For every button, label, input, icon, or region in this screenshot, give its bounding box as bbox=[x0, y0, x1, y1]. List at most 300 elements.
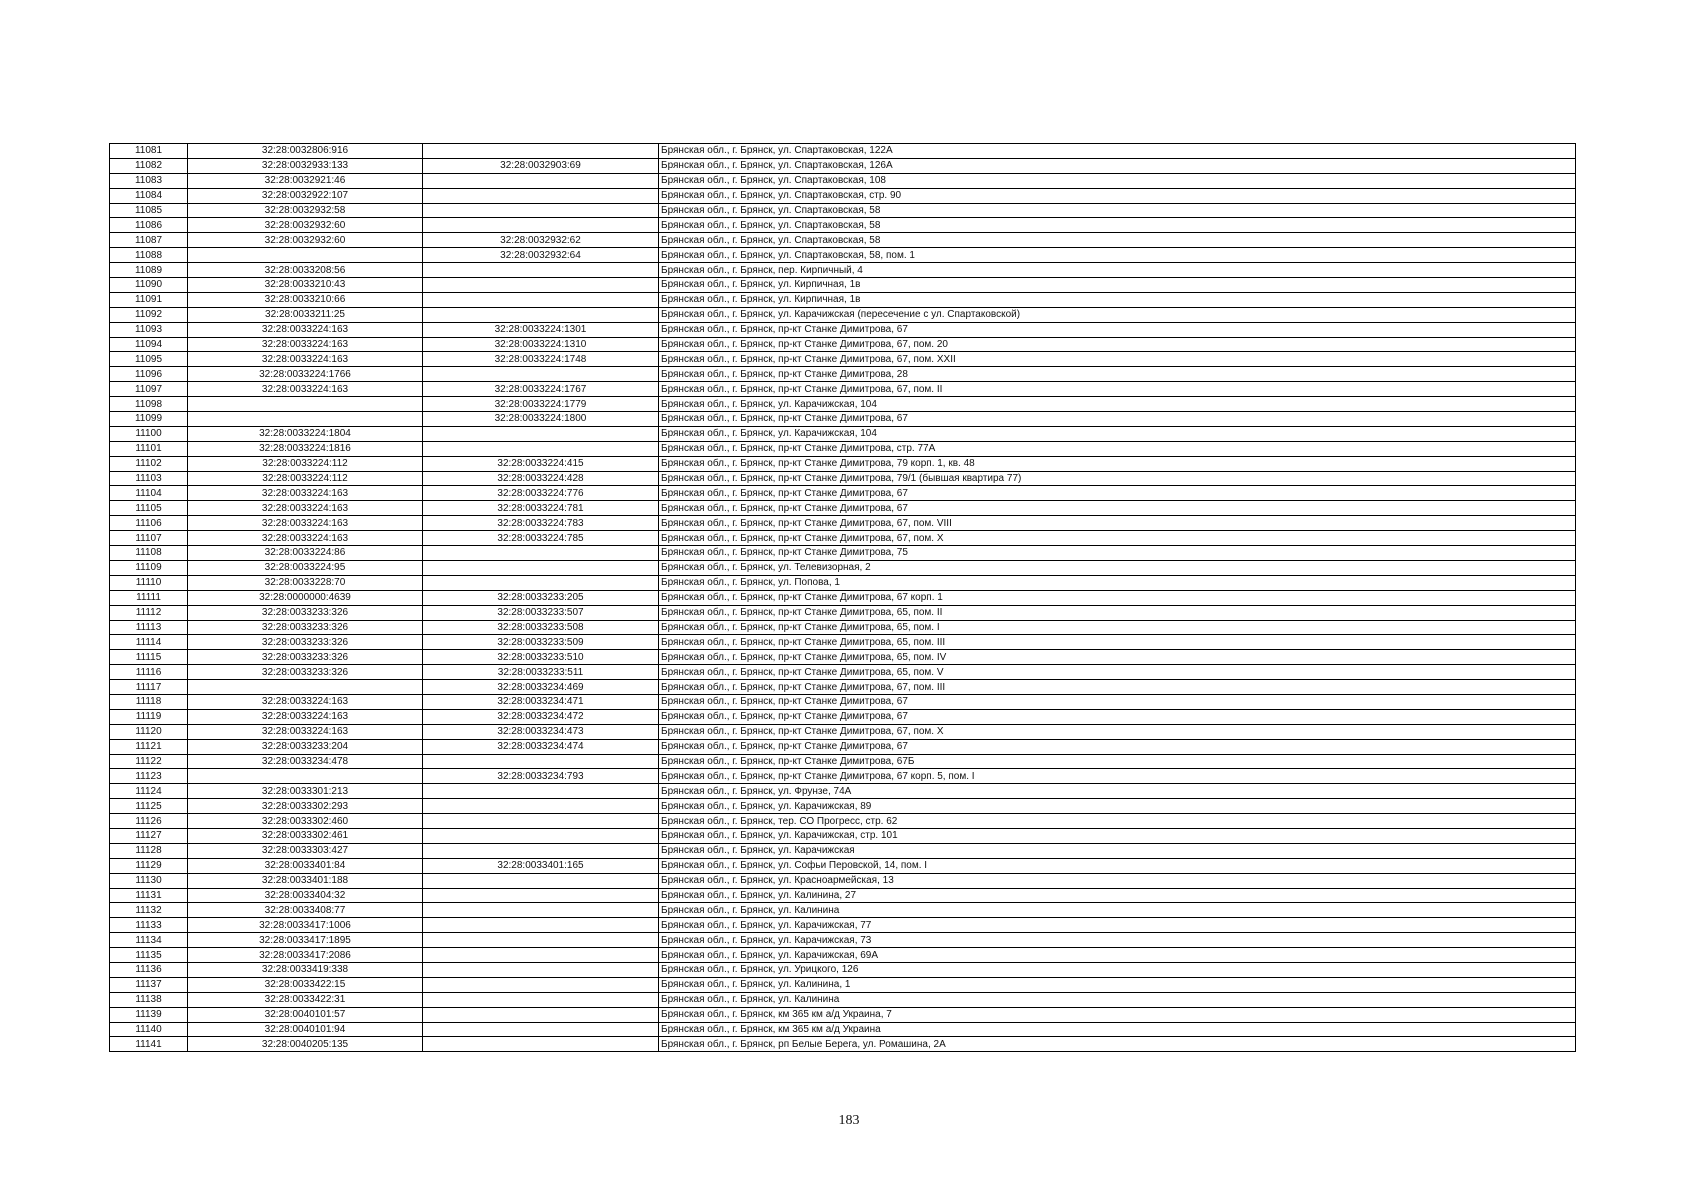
related-cadastral-number-cell bbox=[423, 992, 659, 1007]
address-cell: Брянская обл., г. Брянск, пр-кт Станке Димитрова, 79 корп. 1, кв. 48 bbox=[659, 456, 1576, 471]
related-cadastral-number-cell: 32:28:0033224:1779 bbox=[423, 397, 659, 412]
related-cadastral-number-cell: 32:28:0032932:62 bbox=[423, 233, 659, 248]
row-number-cell: 11109 bbox=[110, 560, 188, 575]
table-row bbox=[110, 337, 1576, 352]
table-row bbox=[110, 948, 1576, 963]
related-cadastral-number-cell bbox=[423, 1022, 659, 1037]
row-number-cell: 11101 bbox=[110, 441, 188, 456]
registry-table-body bbox=[110, 144, 1576, 1052]
row-number-cell: 11112 bbox=[110, 605, 188, 620]
cadastral-number-cell: 32:28:0033302:293 bbox=[188, 799, 423, 814]
table-row bbox=[110, 531, 1576, 546]
address-cell: Брянская обл., г. Брянск, ул. Спартаковская, стр. 90 bbox=[659, 188, 1576, 203]
row-number-cell: 11095 bbox=[110, 352, 188, 367]
cadastral-number-cell: 32:28:0033224:163 bbox=[188, 531, 423, 546]
address-cell: Брянская обл., г. Брянск, ул. Карачижская, 77 bbox=[659, 918, 1576, 933]
row-number-cell: 11118 bbox=[110, 694, 188, 709]
table-row bbox=[110, 203, 1576, 218]
cadastral-number-cell: 32:28:0033417:1006 bbox=[188, 918, 423, 933]
related-cadastral-number-cell bbox=[423, 903, 659, 918]
related-cadastral-number-cell bbox=[423, 575, 659, 590]
related-cadastral-number-cell bbox=[423, 873, 659, 888]
table-row bbox=[110, 322, 1576, 337]
address-cell: Брянская обл., г. Брянск, км 365 км а/д Украина, 7 bbox=[659, 1007, 1576, 1022]
row-number-cell: 11134 bbox=[110, 933, 188, 948]
table-row bbox=[110, 843, 1576, 858]
table-row bbox=[110, 635, 1576, 650]
address-cell: Брянская обл., г. Брянск, пр-кт Станке Димитрова, 67, пом. 20 bbox=[659, 337, 1576, 352]
related-cadastral-number-cell bbox=[423, 263, 659, 278]
table-row bbox=[110, 680, 1576, 695]
row-number-cell: 11139 bbox=[110, 1007, 188, 1022]
address-cell: Брянская обл., г. Брянск, пр-кт Станке Димитрова, 28 bbox=[659, 367, 1576, 382]
cadastral-number-cell: 32:28:0033401:188 bbox=[188, 873, 423, 888]
row-number-cell: 11123 bbox=[110, 769, 188, 784]
row-number-cell: 11140 bbox=[110, 1022, 188, 1037]
cadastral-number-cell: 32:28:0033211:25 bbox=[188, 307, 423, 322]
row-number-cell: 11105 bbox=[110, 501, 188, 516]
row-number-cell: 11110 bbox=[110, 575, 188, 590]
address-cell: Брянская обл., г. Брянск, пр-кт Станке Димитрова, 67 bbox=[659, 709, 1576, 724]
address-cell: Брянская обл., г. Брянск, ул. Калинина, 1 bbox=[659, 977, 1576, 992]
table-row bbox=[110, 1007, 1576, 1022]
cadastral-number-cell: 32:28:0033224:163 bbox=[188, 486, 423, 501]
related-cadastral-number-cell bbox=[423, 144, 659, 159]
table-row bbox=[110, 799, 1576, 814]
row-number-cell: 11103 bbox=[110, 471, 188, 486]
table-row bbox=[110, 471, 1576, 486]
row-number-cell: 11129 bbox=[110, 858, 188, 873]
row-number-cell: 11116 bbox=[110, 665, 188, 680]
address-cell: Брянская обл., г. Брянск, пр-кт Станке Димитрова, 65, пом. III bbox=[659, 635, 1576, 650]
related-cadastral-number-cell: 32:28:0033234:471 bbox=[423, 694, 659, 709]
table-row bbox=[110, 992, 1576, 1007]
table-row bbox=[110, 307, 1576, 322]
address-cell: Брянская обл., г. Брянск, ул. Попова, 1 bbox=[659, 575, 1576, 590]
address-cell: Брянская обл., г. Брянск, км 365 км а/д Украина bbox=[659, 1022, 1576, 1037]
address-cell: Брянская обл., г. Брянск, пр-кт Станке Димитрова, 65, пом. I bbox=[659, 620, 1576, 635]
address-cell: Брянская обл., г. Брянск, пр-кт Станке Димитрова, 67, пом. II bbox=[659, 382, 1576, 397]
address-cell: Брянская обл., г. Брянск, ул. Карачижская, 104 bbox=[659, 426, 1576, 441]
cadastral-number-cell: 32:28:0033417:2086 bbox=[188, 948, 423, 963]
address-cell: Брянская обл., г. Брянск, ул. Калинина, 27 bbox=[659, 888, 1576, 903]
row-number-cell: 11137 bbox=[110, 977, 188, 992]
cadastral-number-cell: 32:28:0032922:107 bbox=[188, 188, 423, 203]
table-row bbox=[110, 903, 1576, 918]
table-row bbox=[110, 918, 1576, 933]
row-number-cell: 11102 bbox=[110, 456, 188, 471]
address-cell: Брянская обл., г. Брянск, пр-кт Станке Димитрова, 67 корп. 5, пом. I bbox=[659, 769, 1576, 784]
address-cell: Брянская обл., г. Брянск, пр-кт Станке Димитрова, 67 bbox=[659, 501, 1576, 516]
row-number-cell: 11082 bbox=[110, 158, 188, 173]
cadastral-number-cell: 32:28:0033224:163 bbox=[188, 694, 423, 709]
address-cell: Брянская обл., г. Брянск, пер. Кирпичный, 4 bbox=[659, 263, 1576, 278]
related-cadastral-number-cell: 32:28:0033224:1748 bbox=[423, 352, 659, 367]
table-row bbox=[110, 873, 1576, 888]
row-number-cell: 11115 bbox=[110, 650, 188, 665]
address-cell: Брянская обл., г. Брянск, ул. Карачижская, 73 bbox=[659, 933, 1576, 948]
row-number-cell: 11088 bbox=[110, 248, 188, 263]
address-cell: Брянская обл., г. Брянск, ул. Карачижская, 69А bbox=[659, 948, 1576, 963]
table-row bbox=[110, 144, 1576, 159]
address-cell: Брянская обл., г. Брянск, ул. Карачижская (пересечение с ул. Спартаковской) bbox=[659, 307, 1576, 322]
row-number-cell: 11087 bbox=[110, 233, 188, 248]
cadastral-number-cell: 32:28:0033224:1766 bbox=[188, 367, 423, 382]
cadastral-number-cell: 32:28:0033224:163 bbox=[188, 724, 423, 739]
row-number-cell: 11099 bbox=[110, 412, 188, 427]
row-number-cell: 11133 bbox=[110, 918, 188, 933]
row-number-cell: 11084 bbox=[110, 188, 188, 203]
related-cadastral-number-cell: 32:28:0033224:415 bbox=[423, 456, 659, 471]
table-row bbox=[110, 501, 1576, 516]
cadastral-number-cell: 32:28:0033302:460 bbox=[188, 814, 423, 829]
related-cadastral-number-cell: 32:28:0032903:69 bbox=[423, 158, 659, 173]
row-number-cell: 11117 bbox=[110, 680, 188, 695]
table-row bbox=[110, 233, 1576, 248]
related-cadastral-number-cell: 32:28:0033233:508 bbox=[423, 620, 659, 635]
related-cadastral-number-cell bbox=[423, 426, 659, 441]
address-cell: Брянская обл., г. Брянск, пр-кт Станке Димитрова, 65, пом. II bbox=[659, 605, 1576, 620]
related-cadastral-number-cell: 32:28:0033224:776 bbox=[423, 486, 659, 501]
row-number-cell: 11104 bbox=[110, 486, 188, 501]
related-cadastral-number-cell: 32:28:0033224:428 bbox=[423, 471, 659, 486]
address-cell: Брянская обл., г. Брянск, пр-кт Станке Димитрова, 67 bbox=[659, 486, 1576, 501]
address-cell: Брянская обл., г. Брянск, пр-кт Станке Димитрова, 67 bbox=[659, 694, 1576, 709]
address-cell: Брянская обл., г. Брянск, ул. Калинина bbox=[659, 992, 1576, 1007]
address-cell: Брянская обл., г. Брянск, пр-кт Станке Димитрова, 79/1 (бывшая квартира 77) bbox=[659, 471, 1576, 486]
cadastral-number-cell: 32:28:0033210:66 bbox=[188, 292, 423, 307]
row-number-cell: 11136 bbox=[110, 962, 188, 977]
row-number-cell: 11114 bbox=[110, 635, 188, 650]
row-number-cell: 11131 bbox=[110, 888, 188, 903]
address-cell: Брянская обл., г. Брянск, пр-кт Станке Димитрова, стр. 77А bbox=[659, 441, 1576, 456]
related-cadastral-number-cell bbox=[423, 918, 659, 933]
related-cadastral-number-cell: 32:28:0033234:793 bbox=[423, 769, 659, 784]
related-cadastral-number-cell bbox=[423, 441, 659, 456]
related-cadastral-number-cell: 32:28:0033234:474 bbox=[423, 739, 659, 754]
related-cadastral-number-cell bbox=[423, 814, 659, 829]
table-row bbox=[110, 784, 1576, 799]
row-number-cell: 11124 bbox=[110, 784, 188, 799]
table-row bbox=[110, 650, 1576, 665]
cadastral-number-cell: 32:28:0033303:427 bbox=[188, 843, 423, 858]
cadastral-number-cell: 32:28:0032921:46 bbox=[188, 173, 423, 188]
row-number-cell: 11089 bbox=[110, 263, 188, 278]
related-cadastral-number-cell bbox=[423, 218, 659, 233]
cadastral-number-cell: 32:28:0033422:15 bbox=[188, 977, 423, 992]
cadastral-number-cell: 32:28:0033417:1895 bbox=[188, 933, 423, 948]
table-row bbox=[110, 739, 1576, 754]
related-cadastral-number-cell: 32:28:0033234:469 bbox=[423, 680, 659, 695]
related-cadastral-number-cell bbox=[423, 977, 659, 992]
address-cell: Брянская обл., г. Брянск, пр-кт Станке Димитрова, 67Б bbox=[659, 754, 1576, 769]
related-cadastral-number-cell bbox=[423, 292, 659, 307]
row-number-cell: 11126 bbox=[110, 814, 188, 829]
row-number-cell: 11081 bbox=[110, 144, 188, 159]
cadastral-number-cell: 32:28:0032806:916 bbox=[188, 144, 423, 159]
related-cadastral-number-cell bbox=[423, 784, 659, 799]
row-number-cell: 11122 bbox=[110, 754, 188, 769]
address-cell: Брянская обл., г. Брянск, ул. Фрунзе, 74А bbox=[659, 784, 1576, 799]
cadastral-number-cell: 32:28:0033233:326 bbox=[188, 665, 423, 680]
table-row bbox=[110, 709, 1576, 724]
address-cell: Брянская обл., г. Брянск, ул. Софьи Перовской, 14, пом. I bbox=[659, 858, 1576, 873]
related-cadastral-number-cell bbox=[423, 754, 659, 769]
row-number-cell: 11132 bbox=[110, 903, 188, 918]
table-row bbox=[110, 1037, 1576, 1052]
cadastral-number-cell: 32:28:0033224:95 bbox=[188, 560, 423, 575]
address-cell: Брянская обл., г. Брянск, ул. Карачижская, 89 bbox=[659, 799, 1576, 814]
address-cell: Брянская обл., г. Брянск, ул. Карачижская, стр. 101 bbox=[659, 828, 1576, 843]
cadastral-number-cell: 32:28:0032933:133 bbox=[188, 158, 423, 173]
cadastral-number-cell: 32:28:0033224:163 bbox=[188, 516, 423, 531]
related-cadastral-number-cell: 32:28:0033224:1767 bbox=[423, 382, 659, 397]
page-number: 183 bbox=[838, 1113, 860, 1128]
related-cadastral-number-cell bbox=[423, 278, 659, 293]
related-cadastral-number-cell bbox=[423, 173, 659, 188]
cadastral-number-cell: 32:28:0032932:58 bbox=[188, 203, 423, 218]
cadastral-number-cell: 32:28:0033301:213 bbox=[188, 784, 423, 799]
related-cadastral-number-cell: 32:28:0033233:511 bbox=[423, 665, 659, 680]
table-row bbox=[110, 263, 1576, 278]
cadastral-number-cell: 32:28:0033404:32 bbox=[188, 888, 423, 903]
address-cell: Брянская обл., г. Брянск, ул. Спартаковская, 58, пом. 1 bbox=[659, 248, 1576, 263]
cadastral-number-cell: 32:28:0033233:326 bbox=[188, 635, 423, 650]
row-number-cell: 11130 bbox=[110, 873, 188, 888]
cadastral-number-cell: 32:28:0033408:77 bbox=[188, 903, 423, 918]
row-number-cell: 11091 bbox=[110, 292, 188, 307]
cadastral-number-cell: 32:28:0040205:135 bbox=[188, 1037, 423, 1052]
cadastral-number-cell: 32:28:0033233:204 bbox=[188, 739, 423, 754]
table-row bbox=[110, 560, 1576, 575]
table-row bbox=[110, 605, 1576, 620]
related-cadastral-number-cell: 32:28:0033233:510 bbox=[423, 650, 659, 665]
related-cadastral-number-cell: 32:28:0033224:1800 bbox=[423, 412, 659, 427]
row-number-cell: 11086 bbox=[110, 218, 188, 233]
cadastral-number-cell: 32:28:0033233:326 bbox=[188, 650, 423, 665]
table-row bbox=[110, 248, 1576, 263]
row-number-cell: 11108 bbox=[110, 546, 188, 561]
cadastral-number-cell: 32:28:0040101:94 bbox=[188, 1022, 423, 1037]
row-number-cell: 11092 bbox=[110, 307, 188, 322]
address-cell: Брянская обл., г. Брянск, ул. Телевизорная, 2 bbox=[659, 560, 1576, 575]
table-row bbox=[110, 292, 1576, 307]
table-row bbox=[110, 575, 1576, 590]
related-cadastral-number-cell bbox=[423, 888, 659, 903]
address-cell: Брянская обл., г. Брянск, пр-кт Станке Димитрова, 67 bbox=[659, 412, 1576, 427]
related-cadastral-number-cell: 32:28:0033234:472 bbox=[423, 709, 659, 724]
row-number-cell: 11100 bbox=[110, 426, 188, 441]
cadastral-number-cell: 32:28:0033224:163 bbox=[188, 322, 423, 337]
cadastral-number-cell bbox=[188, 248, 423, 263]
table-row bbox=[110, 814, 1576, 829]
row-number-cell: 11135 bbox=[110, 948, 188, 963]
related-cadastral-number-cell: 32:28:0033401:165 bbox=[423, 858, 659, 873]
table-row bbox=[110, 665, 1576, 680]
address-cell: Брянская обл., г. Брянск, ул. Спартаковская, 58 bbox=[659, 203, 1576, 218]
related-cadastral-number-cell bbox=[423, 933, 659, 948]
address-cell: Брянская обл., г. Брянск, рп Белые Берега, ул. Ромашина, 2А bbox=[659, 1037, 1576, 1052]
address-cell: Брянская обл., г. Брянск, ул. Кирпичная, 1в bbox=[659, 292, 1576, 307]
row-number-cell: 11093 bbox=[110, 322, 188, 337]
table-row bbox=[110, 858, 1576, 873]
table-row bbox=[110, 426, 1576, 441]
row-number-cell: 11085 bbox=[110, 203, 188, 218]
table-row bbox=[110, 546, 1576, 561]
table-row bbox=[110, 620, 1576, 635]
related-cadastral-number-cell bbox=[423, 799, 659, 814]
address-cell: Брянская обл., г. Брянск, пр-кт Станке Димитрова, 65, пом. V bbox=[659, 665, 1576, 680]
table-row bbox=[110, 888, 1576, 903]
row-number-cell: 11094 bbox=[110, 337, 188, 352]
table-row bbox=[110, 188, 1576, 203]
cadastral-number-cell: 32:28:0033419:338 bbox=[188, 962, 423, 977]
table-row bbox=[110, 694, 1576, 709]
address-cell: Брянская обл., г. Брянск, пр-кт Станке Димитрова, 67, пом. VIII bbox=[659, 516, 1576, 531]
address-cell: Брянская обл., г. Брянск, ул. Карачижская, 104 bbox=[659, 397, 1576, 412]
table-row bbox=[110, 173, 1576, 188]
related-cadastral-number-cell bbox=[423, 546, 659, 561]
table-row bbox=[110, 397, 1576, 412]
table-row bbox=[110, 486, 1576, 501]
cadastral-number-cell: 32:28:0032932:60 bbox=[188, 218, 423, 233]
row-number-cell: 11127 bbox=[110, 828, 188, 843]
table-row bbox=[110, 278, 1576, 293]
row-number-cell: 11098 bbox=[110, 397, 188, 412]
table-row bbox=[110, 352, 1576, 367]
related-cadastral-number-cell: 32:28:0033224:1301 bbox=[423, 322, 659, 337]
table-row bbox=[110, 828, 1576, 843]
cadastral-number-cell: 32:28:0033228:70 bbox=[188, 575, 423, 590]
table-row bbox=[110, 933, 1576, 948]
cadastral-number-cell bbox=[188, 680, 423, 695]
address-cell: Брянская обл., г. Брянск, пр-кт Станке Димитрова, 67, пом. X bbox=[659, 531, 1576, 546]
cadastral-number-cell: 32:28:0033224:1804 bbox=[188, 426, 423, 441]
cadastral-number-cell: 32:28:0033224:1816 bbox=[188, 441, 423, 456]
related-cadastral-number-cell: 32:28:0033224:1310 bbox=[423, 337, 659, 352]
cadastral-number-cell: 32:28:0032932:60 bbox=[188, 233, 423, 248]
address-cell: Брянская обл., г. Брянск, пр-кт Станке Димитрова, 67, пом. XXII bbox=[659, 352, 1576, 367]
address-cell: Брянская обл., г. Брянск, ул. Спартаковская, 108 bbox=[659, 173, 1576, 188]
row-number-cell: 11119 bbox=[110, 709, 188, 724]
table-row bbox=[110, 977, 1576, 992]
cadastral-number-cell: 32:28:0033233:326 bbox=[188, 605, 423, 620]
row-number-cell: 11097 bbox=[110, 382, 188, 397]
address-cell: Брянская обл., г. Брянск, пр-кт Станке Димитрова, 65, пом. IV bbox=[659, 650, 1576, 665]
related-cadastral-number-cell: 32:28:0033224:785 bbox=[423, 531, 659, 546]
address-cell: Брянская обл., г. Брянск, ул. Красноармейская, 13 bbox=[659, 873, 1576, 888]
cadastral-number-cell: 32:28:0033210:43 bbox=[188, 278, 423, 293]
cadastral-number-cell: 32:28:0033401:84 bbox=[188, 858, 423, 873]
cadastral-number-cell: 32:28:0033234:478 bbox=[188, 754, 423, 769]
related-cadastral-number-cell bbox=[423, 560, 659, 575]
address-cell: Брянская обл., г. Брянск, ул. Кирпичная, 1в bbox=[659, 278, 1576, 293]
table-row bbox=[110, 724, 1576, 739]
related-cadastral-number-cell bbox=[423, 948, 659, 963]
related-cadastral-number-cell: 32:28:0033233:509 bbox=[423, 635, 659, 650]
related-cadastral-number-cell bbox=[423, 188, 659, 203]
cadastral-number-cell: 32:28:0033224:86 bbox=[188, 546, 423, 561]
table-row bbox=[110, 769, 1576, 784]
cadastral-number-cell bbox=[188, 412, 423, 427]
address-cell: Брянская обл., г. Брянск, ул. Спартаковская, 58 bbox=[659, 233, 1576, 248]
table-row bbox=[110, 456, 1576, 471]
related-cadastral-number-cell: 32:28:0032932:64 bbox=[423, 248, 659, 263]
row-number-cell: 11138 bbox=[110, 992, 188, 1007]
table-row bbox=[110, 590, 1576, 605]
row-number-cell: 11128 bbox=[110, 843, 188, 858]
row-number-cell: 11113 bbox=[110, 620, 188, 635]
address-cell: Брянская обл., г. Брянск, ул. Спартаковская, 122А bbox=[659, 144, 1576, 159]
related-cadastral-number-cell bbox=[423, 1037, 659, 1052]
address-cell: Брянская обл., г. Брянск, пр-кт Станке Димитрова, 75 bbox=[659, 546, 1576, 561]
cadastral-number-cell: 32:28:0033302:461 bbox=[188, 828, 423, 843]
cadastral-number-cell: 32:28:0033224:163 bbox=[188, 382, 423, 397]
related-cadastral-number-cell bbox=[423, 307, 659, 322]
cadastral-number-cell: 32:28:0033208:56 bbox=[188, 263, 423, 278]
table-row bbox=[110, 1022, 1576, 1037]
related-cadastral-number-cell bbox=[423, 828, 659, 843]
table-row bbox=[110, 412, 1576, 427]
table-row bbox=[110, 441, 1576, 456]
cadastral-number-cell: 32:28:0033233:326 bbox=[188, 620, 423, 635]
address-cell: Брянская обл., г. Брянск, пр-кт Станке Димитрова, 67 bbox=[659, 739, 1576, 754]
address-cell: Брянская обл., г. Брянск, пр-кт Станке Димитрова, 67, пом. X bbox=[659, 724, 1576, 739]
related-cadastral-number-cell: 32:28:0033224:781 bbox=[423, 501, 659, 516]
table-row bbox=[110, 962, 1576, 977]
row-number-cell: 11096 bbox=[110, 367, 188, 382]
cadastral-number-cell: 32:28:0033422:31 bbox=[188, 992, 423, 1007]
address-cell: Брянская обл., г. Брянск, тер. СО Прогресс, стр. 62 bbox=[659, 814, 1576, 829]
row-number-cell: 11090 bbox=[110, 278, 188, 293]
row-number-cell: 11107 bbox=[110, 531, 188, 546]
row-number-cell: 11120 bbox=[110, 724, 188, 739]
cadastral-number-cell: 32:28:0033224:163 bbox=[188, 709, 423, 724]
row-number-cell: 11083 bbox=[110, 173, 188, 188]
related-cadastral-number-cell bbox=[423, 203, 659, 218]
row-number-cell: 11106 bbox=[110, 516, 188, 531]
related-cadastral-number-cell bbox=[423, 962, 659, 977]
table-row bbox=[110, 516, 1576, 531]
related-cadastral-number-cell bbox=[423, 843, 659, 858]
related-cadastral-number-cell: 32:28:0033233:507 bbox=[423, 605, 659, 620]
cadastral-number-cell: 32:28:0033224:112 bbox=[188, 471, 423, 486]
row-number-cell: 11141 bbox=[110, 1037, 188, 1052]
row-number-cell: 11111 bbox=[110, 590, 188, 605]
cadastral-number-cell bbox=[188, 769, 423, 784]
cadastral-number-cell: 32:28:0040101:57 bbox=[188, 1007, 423, 1022]
related-cadastral-number-cell: 32:28:0033224:783 bbox=[423, 516, 659, 531]
row-number-cell: 11121 bbox=[110, 739, 188, 754]
property-registry-table bbox=[109, 143, 1576, 1052]
row-number-cell: 11125 bbox=[110, 799, 188, 814]
table-row bbox=[110, 382, 1576, 397]
related-cadastral-number-cell bbox=[423, 1007, 659, 1022]
address-cell: Брянская обл., г. Брянск, ул. Спартаковская, 126А bbox=[659, 158, 1576, 173]
address-cell: Брянская обл., г. Брянск, пр-кт Станке Димитрова, 67, пом. III bbox=[659, 680, 1576, 695]
table-row bbox=[110, 218, 1576, 233]
cadastral-number-cell: 32:28:0033224:163 bbox=[188, 501, 423, 516]
cadastral-number-cell bbox=[188, 397, 423, 412]
address-cell: Брянская обл., г. Брянск, пр-кт Станке Димитрова, 67 bbox=[659, 322, 1576, 337]
cadastral-number-cell: 32:28:0000000:4639 bbox=[188, 590, 423, 605]
related-cadastral-number-cell bbox=[423, 367, 659, 382]
cadastral-number-cell: 32:28:0033224:163 bbox=[188, 352, 423, 367]
address-cell: Брянская обл., г. Брянск, ул. Урицкого, 126 bbox=[659, 962, 1576, 977]
address-cell: Брянская обл., г. Брянск, ул. Калинина bbox=[659, 903, 1576, 918]
related-cadastral-number-cell: 32:28:0033233:205 bbox=[423, 590, 659, 605]
cadastral-number-cell: 32:28:0033224:163 bbox=[188, 337, 423, 352]
